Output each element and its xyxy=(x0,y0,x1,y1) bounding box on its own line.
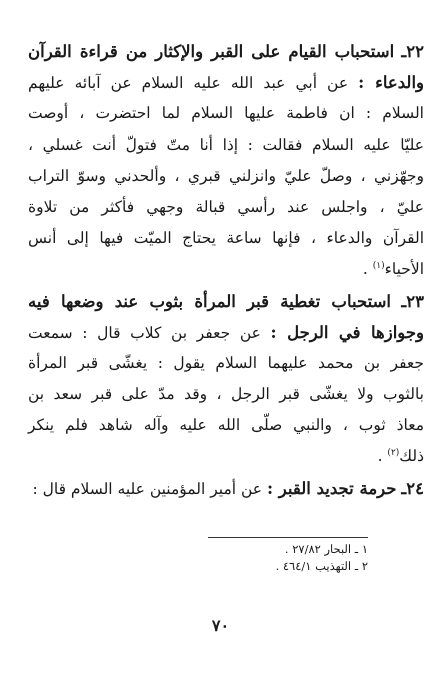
section-23-text: ذلك xyxy=(399,447,424,466)
section-23-number: ٢٣ـ xyxy=(401,291,424,311)
section-22-line xyxy=(28,223,424,254)
section-22-title-continued: والدعاء : xyxy=(358,73,424,93)
section-22-title: استحباب القيام على القبر والإكثار من قراءة القرآن xyxy=(28,42,395,61)
section-23-text: عن جعفر بن كلاب قال : سمعت xyxy=(28,323,261,342)
section-23-text: جعفر بن محمد عليهما السلام يقول : يغشّى قبر المرأة xyxy=(28,353,424,372)
section-22-line xyxy=(28,130,424,161)
section-23-title-continued: وجوازها في الرجل : xyxy=(270,322,424,342)
section-23-line xyxy=(28,410,424,441)
section-22-line xyxy=(28,192,424,223)
page-number: ٧٠ xyxy=(211,616,230,635)
section-22-text: عن أبي عبد الله عليه السلام عن آبائه عليهم xyxy=(28,74,349,93)
section-22-heading xyxy=(28,36,424,67)
section-24-heading xyxy=(28,473,424,504)
section-22-text: عليّا عليه السلام فقالت : إذا أنا متّ فتولّ أنت غسلي ، xyxy=(28,135,424,154)
section-23-text: معاذ ثوب ، والنبي صلّى الله عليه وآله شاهد فلم ينكر xyxy=(28,416,424,435)
section-22-text: وجهّزني ، وصلّ عليّ وانزلني قبري ، وألحدني وسوّ التراب xyxy=(28,166,424,185)
section-22-text: عليّ ، واجلس عند رأسي قبالة وجهي فأكثر من تلاوة xyxy=(28,197,424,216)
section-23-text: بالثوب ولا يغشّى قبر الرجل ، وقد مدّ على قبر سعد بن xyxy=(28,385,424,404)
section-22-line xyxy=(28,254,424,285)
section-23-text-end: . xyxy=(377,447,388,466)
footnotes xyxy=(148,541,368,575)
section-23-line xyxy=(28,348,424,379)
section-22-text: القرآن والدعاء ، فإنها ساعة يحتاج الميّت فيها إلى أنس xyxy=(28,229,424,248)
footnote-ref-1[interactable]: (١) xyxy=(372,261,385,272)
footnote-item: ١ ـ البحار ٢٧/٨٢ . xyxy=(284,542,368,556)
section-24-number: ٢٤ـ xyxy=(401,478,424,498)
section-22-line xyxy=(28,67,424,98)
section-23-line xyxy=(28,379,424,410)
section-22-line xyxy=(28,161,424,192)
section-23-line xyxy=(28,317,424,348)
section-24-title: حرمة تجديد القبر : xyxy=(266,478,397,498)
footnote-divider xyxy=(208,537,368,538)
section-23-heading xyxy=(28,286,424,317)
section-23-line xyxy=(28,441,424,472)
section-23-title: استحباب تغطية قبر المرأة بثوب عند وضعها فيه xyxy=(28,291,391,311)
section-22-text-end: . xyxy=(362,260,373,279)
section-24-text: عن أمير المؤمنين عليه السلام قال : xyxy=(32,479,263,498)
footnote-item: ٢ ـ التهذيب ٤٦٤/١ . xyxy=(275,559,368,573)
section-22-number: ٢٢ـ xyxy=(401,42,424,61)
section-22-line xyxy=(28,98,424,129)
section-22-text: السلام : ان فاطمة عليها السلام لما احتضرت ، أوصت xyxy=(28,104,424,123)
footnote-ref-2[interactable]: (٢) xyxy=(387,448,400,459)
main-text xyxy=(28,36,424,504)
section-22-text: الأحياء xyxy=(384,260,424,279)
